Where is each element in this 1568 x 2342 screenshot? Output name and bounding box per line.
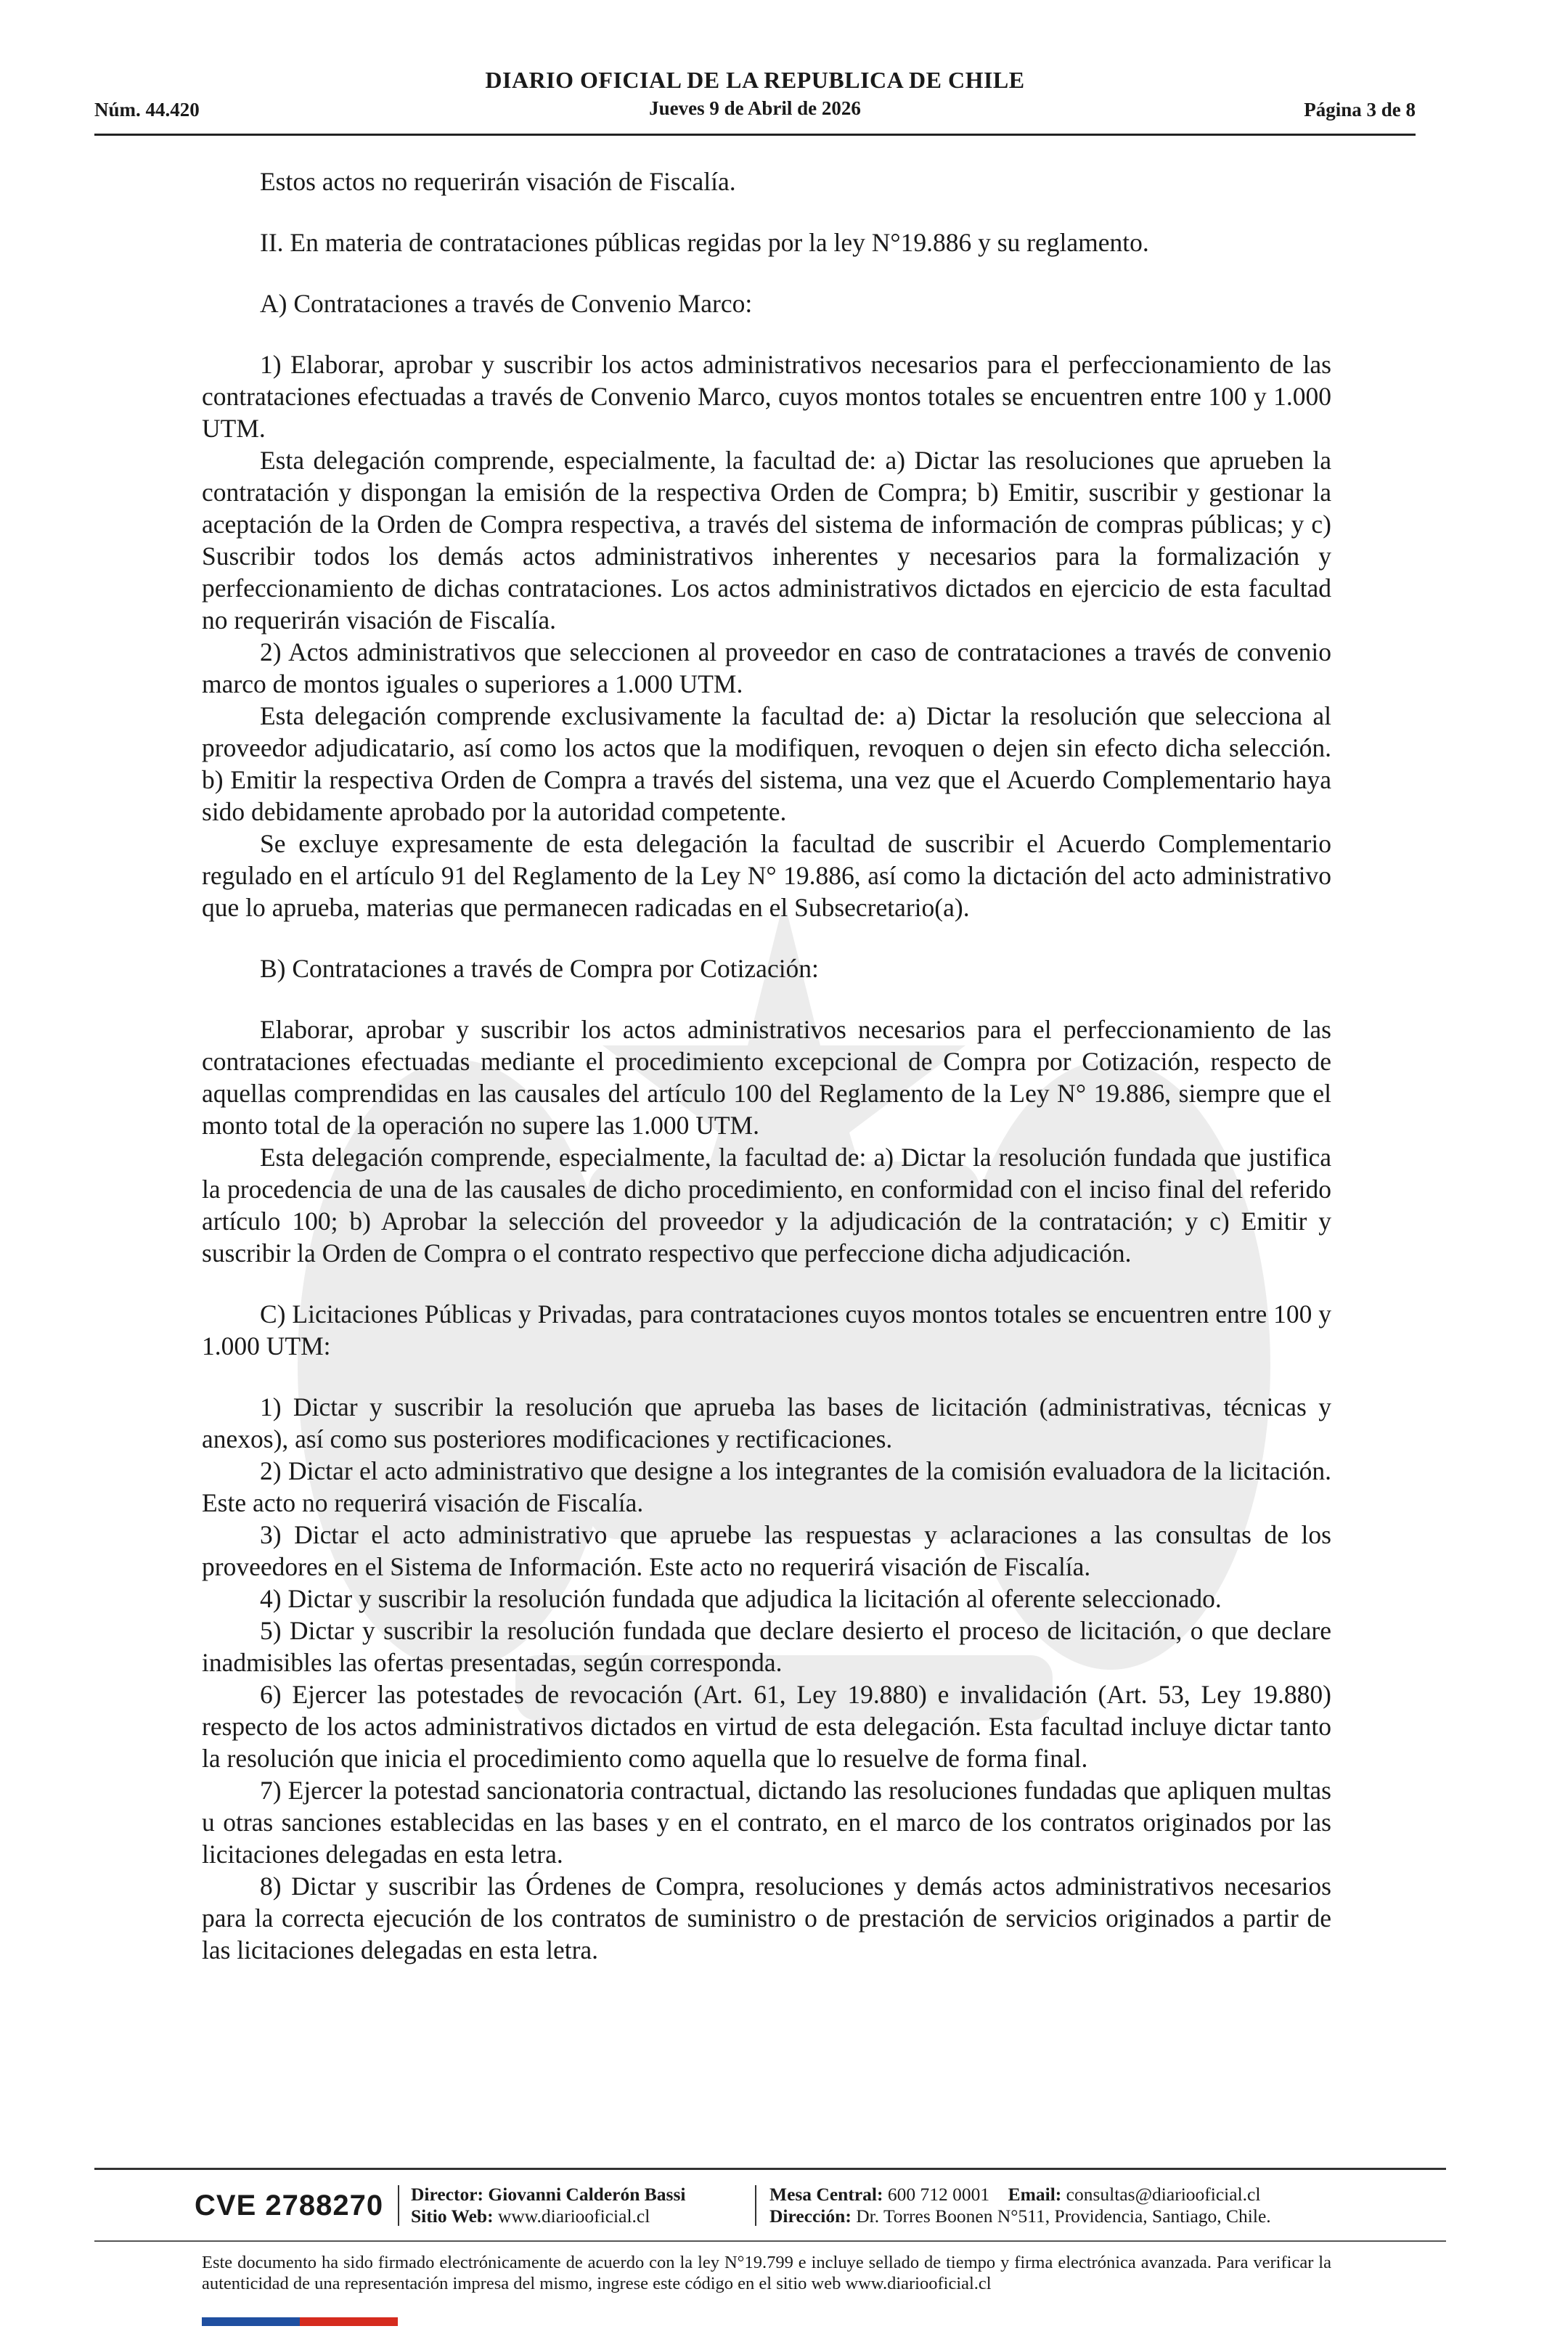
paragraph: 4) Dictar y suscribir la resolución fundada que adjudica la licitación al oferente seleccionado. <box>260 1584 1222 1613</box>
section-heading: A) Contrataciones a través de Convenio Marco: <box>260 289 753 318</box>
footer-rule-thin <box>94 2240 1446 2242</box>
page-header <box>94 67 1416 136</box>
footer-contact-block <box>769 2184 1271 2227</box>
flag-stripe <box>202 2317 398 2326</box>
paragraph: 5) Dictar y suscribir la resolución fundada que declare desierto el proceso de licitación, o que declare inadmisibles las ofertas presentadas, según corresponda. <box>202 1616 1331 1677</box>
mesa-phone: 600 712 0001 <box>887 2184 990 2205</box>
address-text: Dr. Torres Boonen N°511, Providencia, Santiago, Chile. <box>856 2206 1271 2227</box>
section-heading: C) Licitaciones Públicas y Privadas, para contrataciones cuyos montos totales se encuentren entre 100 y 1.000 UTM: <box>202 1299 1331 1360</box>
footer-divider <box>755 2185 756 2226</box>
header-rule <box>94 134 1416 136</box>
flag-red-segment <box>300 2317 398 2326</box>
section-heading: B) Contrataciones a través de Compra por Cotización: <box>260 954 819 983</box>
paragraph: 3) Dictar el acto administrativo que apruebe las respuestas y aclaraciones a las consultas de los proveedores en el Sistema de Información. Este acto no requerirá visación de Fiscalía. <box>202 1520 1331 1581</box>
director-name: Giovanni Calderón Bassi <box>488 2184 686 2205</box>
website-link[interactable]: www.diariooficial.cl <box>497 2206 650 2227</box>
website-label: Sitio Web: <box>411 2206 494 2227</box>
legal-notice: Este documento ha sido firmado electrónicamente de acuerdo con la ley N°19.799 e incluye sellado de tiempo y firma electrónica avanzada. Para verificar la autenticidad de una representación impresa del mismo, ingrese este código en el sitio web www.diariooficial.cl <box>202 2253 1331 2293</box>
paragraph: Esta delegación comprende exclusivamente la facultad de: a) Dictar la resolución que selecciona al proveedor adjudicatario, así como los actos que la modifiquen, revoquen o dejen sin efecto dicha selección. b) Emitir la respectiva Orden de Compra a través del sistema, una vez que el Acuerdo Complementario haya sido debidamente aprobado por la autoridad competente. <box>202 701 1331 826</box>
publication-date: Jueves 9 de Abril de 2026 <box>649 97 861 119</box>
email-link[interactable]: consultas@diariooficial.cl <box>1066 2184 1261 2205</box>
document-body <box>202 166 1331 1966</box>
page-number: Página 3 de 8 <box>1304 99 1416 121</box>
director-label: Director: <box>411 2184 484 2205</box>
paragraph: Elaborar, aprobar y suscribir los actos administrativos necesarios para el perfeccionamiento de las contrataciones efectuadas mediante el procedimiento excepcional de Compra por Cotización, respecto de aquellas comprendidas en las causales del artículo 100 del Reglamento de la Ley N° 19.886, siempre que el monto total de la operación no supere las 1.000 UTM. <box>202 1015 1331 1140</box>
footer-divider <box>398 2185 399 2226</box>
publication-title: DIARIO OFICIAL DE LA REPUBLICA DE CHILE <box>485 67 1025 93</box>
cve-code: CVE 2788270 <box>195 2190 384 2221</box>
mesa-label: Mesa Central: <box>769 2184 883 2205</box>
paragraph: Se excluye expresamente de esta delegación la facultad de suscribir el Acuerdo Complementario regulado en el artículo 91 del Reglamento de la Ley N° 19.886, así como la dictación del acto administrativo que lo aprueba, materias que permanecen radicadas en el Subsecretario(a). <box>202 829 1331 922</box>
paragraph: 7) Ejercer la potestad sancionatoria contractual, dictando las resoluciones fundadas que apliquen multas u otras sanciones establecidas en las bases y en el contrato, en el marco de los contratos originados por las licitaciones delegadas en esta letra. <box>202 1776 1331 1869</box>
paragraph: 2) Dictar el acto administrativo que designe a los integrantes de la comisión evaluadora de la licitación. Este acto no requerirá visación de Fiscalía. <box>202 1456 1331 1517</box>
paragraph: 8) Dictar y suscribir las Órdenes de Compra, resoluciones y demás actos administrativos necesarios para la correcta ejecución de los contratos de suministro o de prestación de servicios originados a partir de las licitaciones delegadas en esta letra. <box>202 1872 1331 1964</box>
issue-number: Núm. 44.420 <box>94 99 200 121</box>
address-label: Dirección: <box>769 2206 852 2227</box>
footer-director-block <box>411 2184 685 2227</box>
paragraph: Esta delegación comprende, especialmente, la facultad de: a) Dictar la resolución fundada que justifica la procedencia de una de las causales de dicho procedimiento, en conformidad con el inciso final del referido artículo 100; b) Aprobar la selección del proveedor y la adjudicación de la contratación; y c) Emitir y suscribir la Orden de Compra o el contrato respectivo que perfeccione dicha adjudicación. <box>202 1143 1331 1268</box>
footer-rule <box>94 2168 1446 2170</box>
paragraph: II. En materia de contrataciones públicas regidas por la ley N°19.886 y su reglamento. <box>260 228 1149 257</box>
paragraph: 1) Elaborar, aprobar y suscribir los actos administrativos necesarios para el perfeccionamiento de las contrataciones efectuadas a través de Convenio Marco, cuyos montos totales se encuentren entre 100 y 1.000 UTM. <box>202 350 1331 443</box>
paragraph: 1) Dictar y suscribir la resolución que aprueba las bases de licitación (administrativas, técnicas y anexos), así como sus posteriores modificaciones y rectificaciones. <box>202 1392 1331 1453</box>
paragraph: Estos actos no requerirán visación de Fiscalía. <box>260 167 736 196</box>
flag-blue-segment <box>202 2317 300 2326</box>
paragraph: 2) Actos administrativos que seleccionen al proveedor en caso de contrataciones a través de convenio marco de montos iguales o superiores a 1.000 UTM. <box>202 637 1331 698</box>
paragraph: 6) Ejercer las potestades de revocación (Art. 61, Ley 19.880) e invalidación (Art. 53, Ley 19.880) respecto de los actos administrativos dictados en virtud de esta delegación. Esta facultad incluye dictar tanto la resolución que inicia el procedimiento como aquella que lo resuelve de forma final. <box>202 1680 1331 1773</box>
email-label: Email: <box>1008 2184 1062 2205</box>
paragraph: Esta delegación comprende, especialmente, la facultad de: a) Dictar las resoluciones que aprueben la contratación y dispongan la emisión de la respectiva Orden de Compra; b) Emitir, suscribir y gestionar la aceptación de la Orden de Compra respectiva, a través del sistema de información de compras públicas; y c) Suscribir todos los demás actos administrativos inherentes y necesarios para la formalización y perfeccionamiento de dichas contrataciones. Los actos administrativos dictados en ejercicio de esta facultad no requerirán visación de Fiscalía. <box>202 446 1331 635</box>
